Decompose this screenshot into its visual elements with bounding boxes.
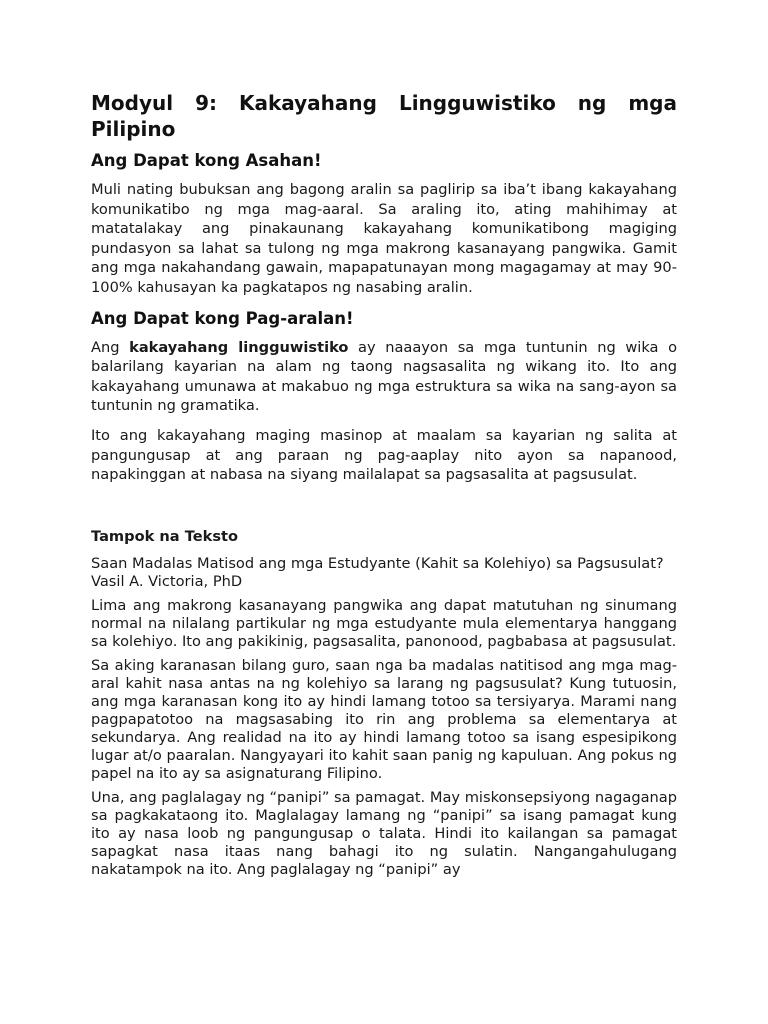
definition-paragraph [91, 338, 677, 416]
definition-prefix: Ang [91, 338, 130, 356]
explanation-paragraph: Ito ang kakayahang maging masinop at maalam sa kayarian ng salita at pangungusap at ang paraan ng pag-aaplay nito ayon sa napanood, napakinggan at nabasa na siyang mailalapat sa pagsasalita at pagsusulat. [91, 426, 677, 484]
featured-text-heading: Tampok na Teksto [91, 527, 239, 545]
body-paragraph-2: Sa aking karanasan bilang guro, saan nga ba madalas natitisod ang mga mag-aral kahit nasa antas na ng kolehiyo sa larang ng pagsusulat? Kung tutuosin, ang mga karanasan kong ito ay hindi lamang totoo sa tersiyarya. Marami nang pagpapatotoo na magsasabing ito rin ang problema sa elementarya at sekundarya. Ang realidad na ito ay hindi lamang totoo sa isang espesipikong lugar at/o paaralan. Nangyayari ito kahit saan panig ng kapuluan. Ang pokus ng papel na ito ay sa asignaturang Filipino. [91, 656, 677, 782]
key-term: kakayahang lingguwistiko [129, 338, 349, 356]
intro-paragraph: Muli nating bubuksan ang bagong aralin sa paglirip sa iba’t ibang kakayahang komunikatibo ng mga mag-aaral. Sa araling ito, ating mahihimay at matatalakay ang pinakaunang kakayahang komunikatibong magiging pundasyon sa lahat sa tulong ng mga makrong kasanayang pangwika. Gamit ang mga nakahandang gawain, mapapatunayan mong magagamay at may 90-100% kahusayan ka pagkatapos ng nasabing aralin. [91, 181, 677, 296]
body-paragraph-3: Una, ang paglalagay ng “panipi” sa pamagat. May miskonsepsiyong nagaganap sa pagkakataong ito. Maglalagay lamang ng “panipi” sa isang pamagat kung ito ay nasa loob ng pangungusap o talata. Hindi ito kailangan sa pamagat sapagkat nasa itaas nang bahagi ito ng sulatin. Nangangahulugang nakatampok na ito. Ang paglalagay ng “panipi” ay [91, 788, 677, 878]
definition-rest: ay naaayon sa mga tuntunin ng wika o balarilang kayarian na alam ng taong nagsasalita ng wikang ito. Ito ang kakayahang umunawa at makabuo ng mga estruktura sa wika na sang-ayon sa tuntunin ng gramatika. [91, 338, 678, 415]
document-page [91, 90, 677, 885]
featured-text-title: Saan Madalas Matisod ang mga Estudyante (Kahit sa Kolehiyo) sa Pagsusulat? [91, 554, 664, 572]
module-title: Modyul 9: Kakayahang Lingguwistiko ng mga Pilipino [91, 91, 677, 141]
section-heading-pag-aralan: Ang Dapat kong Pag-aralan! [91, 308, 354, 328]
spacer [91, 495, 677, 527]
featured-text-author: Vasil A. Victoria, PhD [91, 572, 243, 590]
body-paragraph-1: Lima ang makrong kasanayang pangwika ang dapat matutuhan ng sinumang normal na nilalang partikular ng mga estudyante mula elementarya hanggang sa kolehiyo. Ito ang pakikinig, pagsasalita, panonood, pagbabasa at pagsusulat. [91, 596, 677, 650]
section-heading-asahan: Ang Dapat kong Asahan! [91, 151, 322, 170]
